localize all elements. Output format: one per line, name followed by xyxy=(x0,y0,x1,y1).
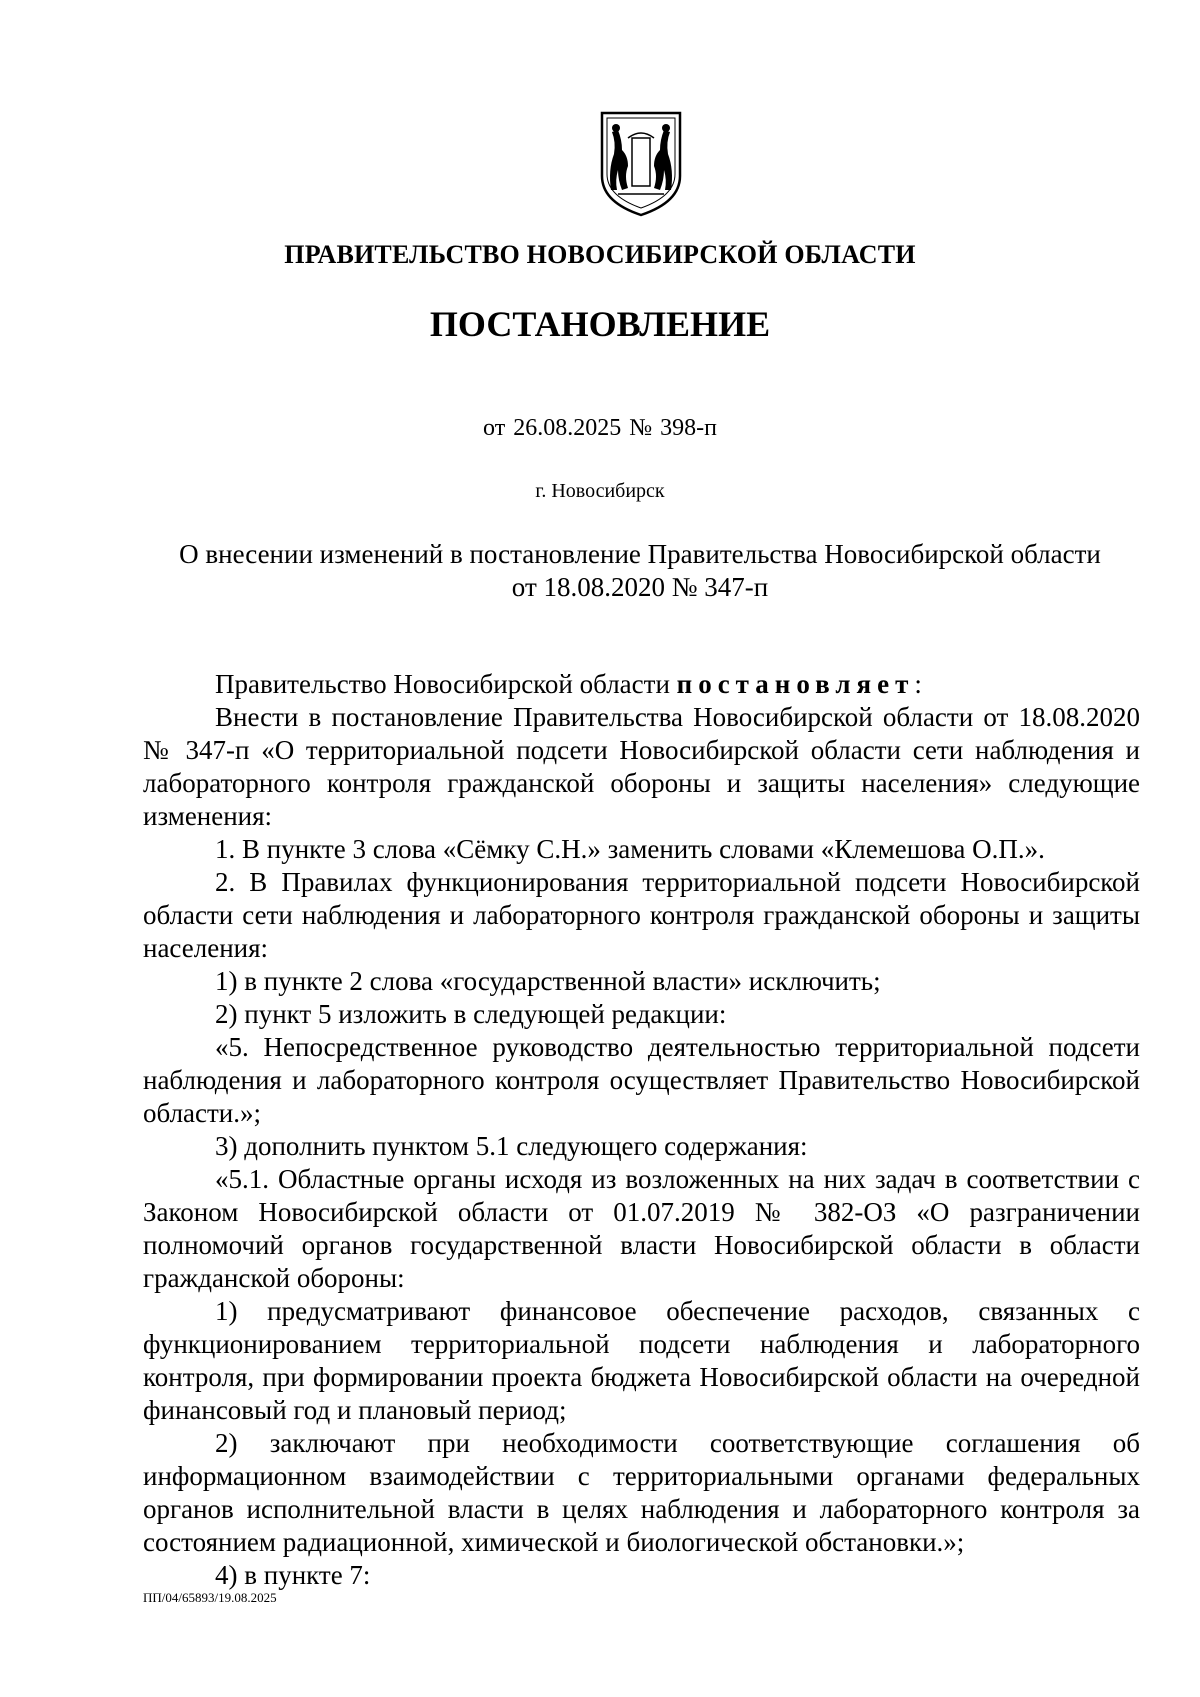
document-type: ПОСТАНОВЛЕНИЕ xyxy=(429,304,771,344)
body-paragraph: Внести в постановление Правительства Новосибирской области от 18.08.2020 № 347-п «О территориальной подсети Новосибирской области сети наблюдения и лабораторного контроля гражданской обороны и защиты населения» следующие изменения: xyxy=(143,702,1140,831)
intro-suffix: : xyxy=(914,669,922,699)
date-number-line: от 26.08.2025 № 398-п xyxy=(483,415,717,441)
body-paragraph: 2) заключают при необходимости соответствующие соглашения об информационном взаимодействии с территориальными органами федеральных органов исполнительной власти в целях наблюдения и лабораторного контроля за состоянием радиационной, химической и биологической обстановки.»; xyxy=(143,1428,1140,1557)
body-paragraph: «5.1. Областные органы исходя из возложенных на них задач в соответствии с Законом Новосибирской области от 01.07.2019 № 382-ОЗ «О разграничении полномочий органов государственной власти Новосибирской области в области гражданской обороны: xyxy=(143,1164,1140,1293)
document-body xyxy=(143,668,1140,1592)
body-paragraph: 1) предусматривают финансовое обеспечение расходов, связанных с функционированием территориальной подсети наблюдения и лабораторного контроля, при формировании проекта бюджета Новосибирской области на очередной финансовый год и плановый период; xyxy=(143,1296,1140,1425)
intro-prefix: Правительство Новосибирской области xyxy=(215,669,677,699)
resolution-verb: постановляет xyxy=(676,669,915,699)
document-code: ПП/04/65893/19.08.2025 xyxy=(143,1590,277,1605)
body-paragraph: 3) дополнить пунктом 5.1 следующего содержания: xyxy=(215,1131,808,1161)
government-title: ПРАВИТЕЛЬСТВО НОВОСИБИРСКОЙ ОБЛАСТИ xyxy=(284,240,916,269)
body-paragraph: 1) в пункте 2 слова «государственной власти» исключить; xyxy=(215,966,881,996)
subject-line-1: О внесении изменений в постановление Правительства Новосибирской области xyxy=(179,539,1101,569)
body-paragraph: 2. В Правилах функционирования территориальной подсети Новосибирской области сети наблюдения и лабораторного контроля гражданской обороны и защиты населения: xyxy=(143,867,1140,963)
body-paragraph: 1. В пункте 3 слова «Сёмку С.Н.» заменить словами «Клемешова О.П.». xyxy=(215,834,1045,864)
body-paragraph: «5. Непосредственное руководство деятельностью территориальной подсети наблюдения и лабораторного контроля осуществляет Правительство Новосибирской области.»; xyxy=(143,1032,1140,1128)
subject-line-2: от 18.08.2020 № 347-п xyxy=(511,572,769,602)
coat-of-arms-icon xyxy=(598,110,684,218)
city-line: г. Новосибирск xyxy=(535,480,665,502)
body-paragraph: 4) в пункте 7: xyxy=(215,1560,371,1590)
document-subject xyxy=(140,538,1140,604)
intro-paragraph xyxy=(143,668,1140,701)
body-paragraph: 2) пункт 5 изложить в следующей редакции: xyxy=(215,999,727,1029)
